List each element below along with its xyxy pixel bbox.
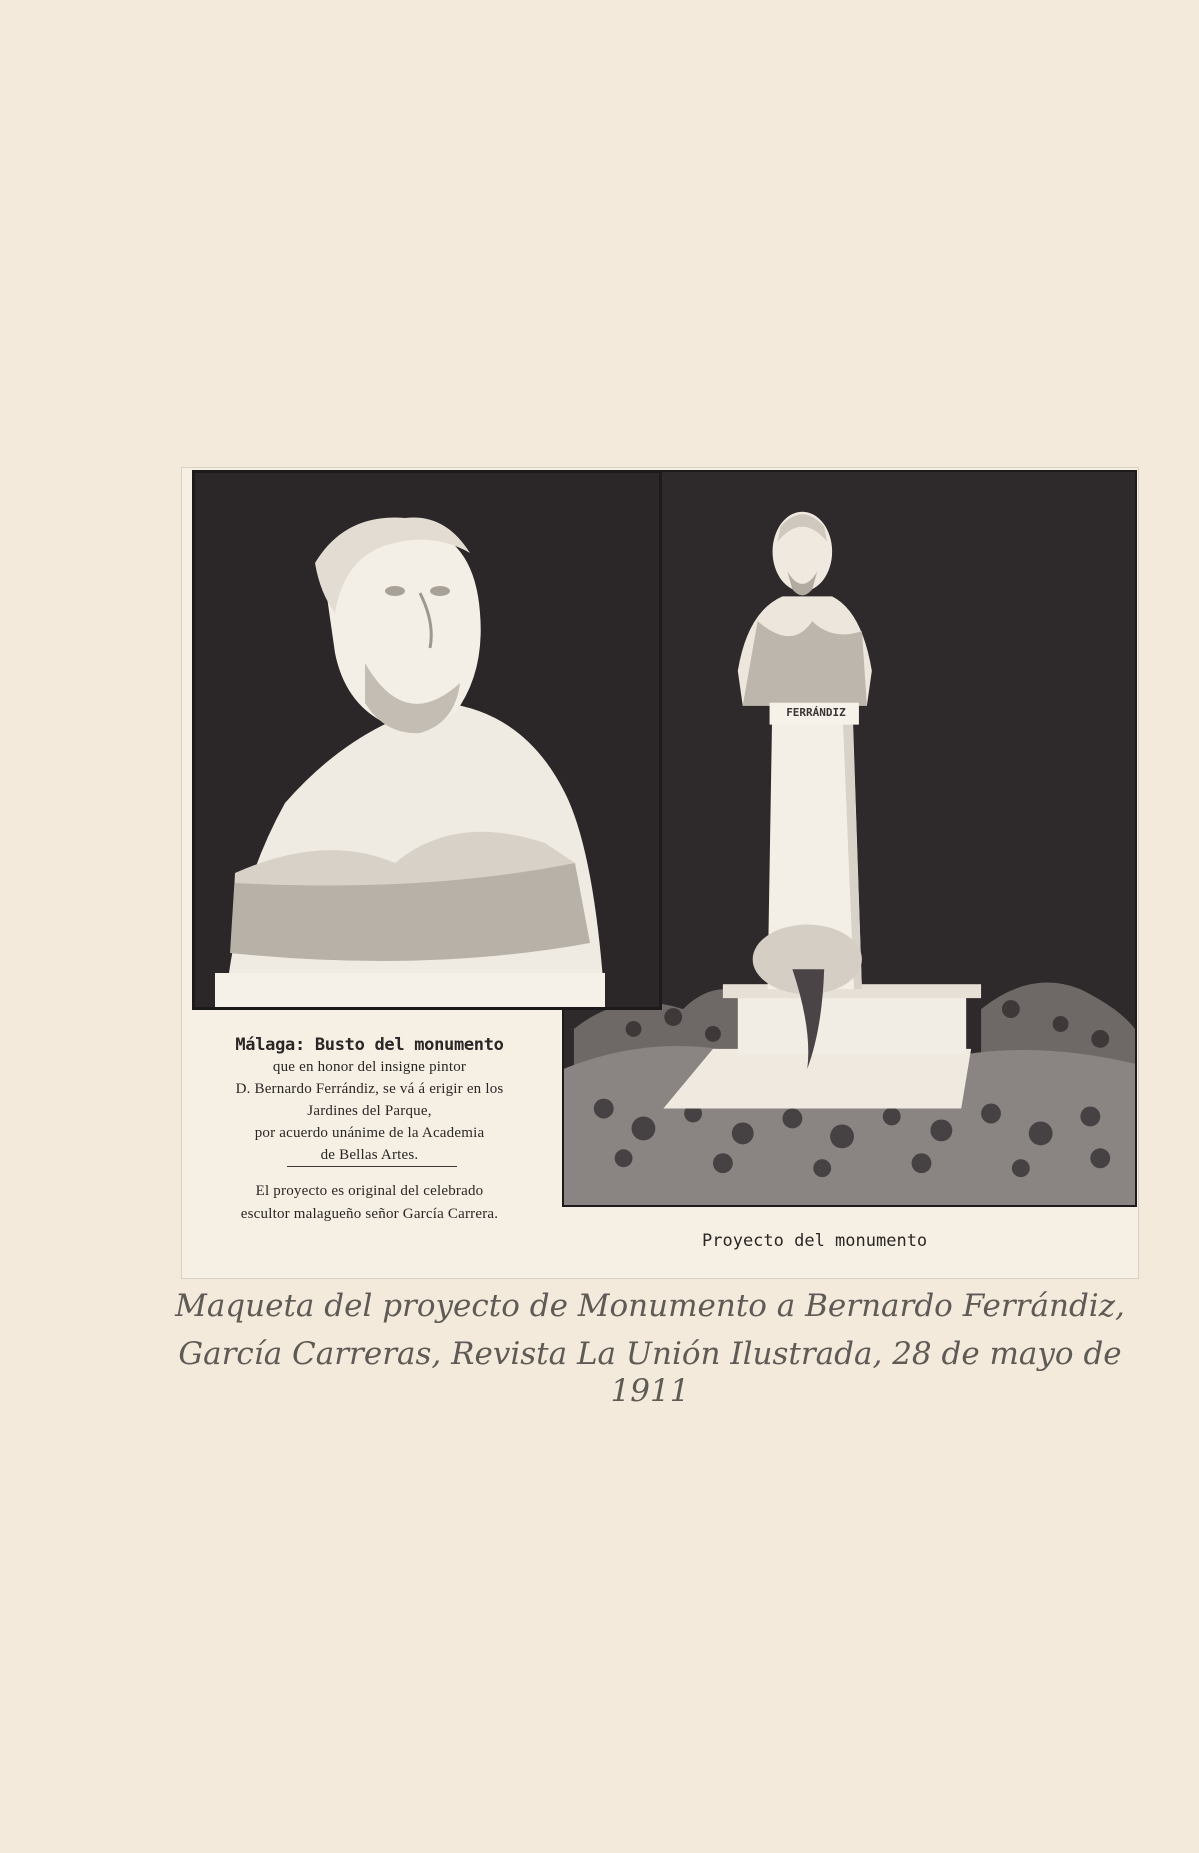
bust-photo xyxy=(192,470,662,1010)
bust-caption-line: que en honor del insigne pintor xyxy=(272,1059,467,1075)
caption-divider xyxy=(287,1166,457,1167)
bust-caption-line: por acuerdo unánime de la Academia xyxy=(254,1125,485,1141)
bust-caption-line: Jardines del Parque, xyxy=(307,1103,432,1119)
bust-caption-line: D. Bernardo Ferrándiz, se vá á erigir en los xyxy=(235,1081,504,1097)
bust-credit-line: escultor malagueño señor García Carrera. xyxy=(240,1206,499,1222)
bust-caption-title: Málaga: Busto del monumento xyxy=(235,1035,504,1055)
bust-credit-line: El proyecto es original del celebrado xyxy=(255,1183,484,1199)
bust-caption xyxy=(182,1013,557,1273)
bust-caption-line: de Bellas Artes. xyxy=(320,1147,419,1163)
figure-caption-line-2: García Carreras, Revista La Unión Ilustrada, 28 de mayo de 1911 xyxy=(178,1336,1122,1410)
monument-label: Proyecto del monumento xyxy=(702,1231,928,1251)
figure-caption-line-1: Maqueta del proyecto de Monumento a Bernardo Ferrándiz, xyxy=(175,1288,1125,1324)
pedestal-inscription: FERRÁNDIZ xyxy=(786,706,846,719)
newspaper-clipping xyxy=(181,467,1139,1279)
